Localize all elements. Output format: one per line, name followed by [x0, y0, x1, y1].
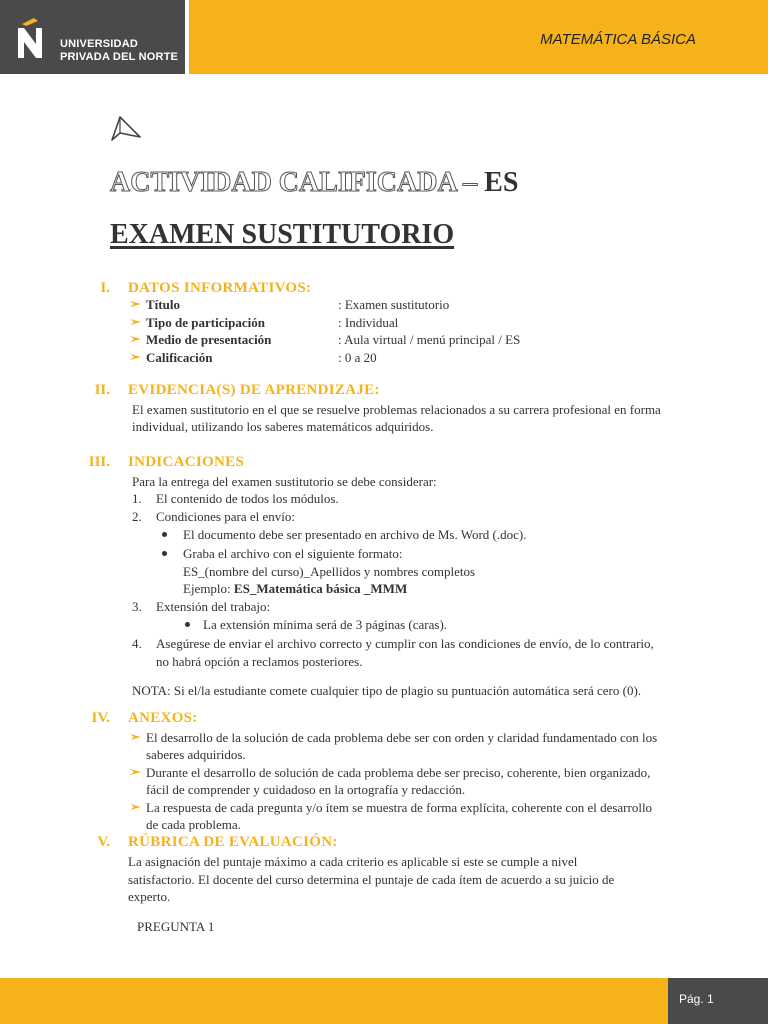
annex-1-line-2: saberes adquiridos. — [146, 747, 246, 762]
info-label-participation: Tipo de participación — [146, 315, 265, 330]
annex-1-line-1: El desarrollo de la solución de cada problema debe ser con orden y claridad fundamentado con los — [146, 730, 658, 745]
item-2-example — [183, 580, 407, 597]
info-label-title: Título — [146, 297, 180, 312]
evidence-line-1: El examen sustitutorio en el que se resuelve problemas relacionados a su carrera profesional en forma — [132, 402, 661, 417]
logo-line-2: PRIVADA DEL NORTE — [60, 51, 179, 63]
example-value: ES_Matemática básica _MMM — [233, 581, 408, 596]
section-5-title: RÚBRICA DE EVALUACIÓN: — [128, 834, 338, 850]
section-1-title: DATOS INFORMATIVOS: — [128, 280, 312, 296]
arrow-bullet-icon — [130, 299, 141, 309]
bullet-dot-icon — [162, 551, 167, 556]
bullet-dot-icon — [162, 532, 167, 537]
evidence-line-2: individual, utilizando los saberes matemáticos adquiridos. — [132, 419, 434, 434]
item-3-text: Extensión del trabajo: — [156, 599, 271, 614]
university-logo — [0, 0, 185, 74]
section-4-number: IV. — [91, 710, 110, 726]
item-2-bullet-1: El documento debe ser presentado en archivo de Ms. Word (.doc). — [183, 527, 527, 542]
arrow-bullet-icon — [130, 334, 141, 344]
item-4-line-1: Asegúrese de enviar el archivo correcto y cumplir con las condiciones de envío, de lo contrario, — [156, 636, 654, 651]
item-2-format: ES_(nombre del curso)_Apellidos y nombres completos — [183, 564, 476, 579]
rubric-line-2: satisfactorio. El docente del curso determina el puntaje de cada ítem de acuerdo a su juicio de — [128, 872, 615, 887]
annex-3-line-2: de cada problema. — [146, 817, 241, 832]
rubric-line-3: experto. — [128, 889, 171, 904]
upn-logo-icon — [14, 14, 54, 62]
section-3-number: III. — [88, 454, 110, 470]
arrow-bullet-icon — [130, 732, 141, 742]
example-label: Ejemplo: — [183, 581, 234, 596]
item-4-line-2: no habrá opción a reclamos posteriores. — [156, 654, 363, 669]
item-4-number: 4. — [132, 636, 142, 651]
rubric-line-1: La asignación del puntaje máximo a cada criterio es aplicable si este se cumple a nivel — [128, 854, 578, 869]
arrow-bullet-icon — [130, 317, 141, 327]
section-3-title: INDICACIONES — [128, 454, 245, 470]
arrow-icon — [110, 116, 142, 142]
exam-title: EXAMEN SUSTITUTORIO — [110, 219, 455, 250]
item-1-text: El contenido de todos los módulos. — [156, 491, 339, 506]
question-label: PREGUNTA 1 — [137, 919, 215, 934]
activity-title-outline: ACTIVIDAD CALIFICADA – — [110, 167, 478, 198]
info-label-grade: Calificación — [146, 350, 213, 365]
info-value-medium: : Aula virtual / menú principal / ES — [338, 332, 521, 347]
section-2-number: II. — [94, 382, 110, 398]
info-value-grade: : 0 a 20 — [338, 350, 377, 365]
section-2-title: EVIDENCIA(S) DE APRENDIZAJE: — [128, 382, 380, 398]
section-5-number: V. — [97, 834, 110, 850]
annex-3-line-1: La respuesta de cada pregunta y/o ítem se muestra de forma explícita, coherente con el desarrollo — [146, 800, 653, 815]
item-3-bullet-1: La extensión mínima será de 3 páginas (caras). — [203, 617, 448, 632]
annex-2-line-2: fácil de comprender y cuidadoso en la ortografía y redacción. — [146, 782, 466, 797]
arrow-bullet-icon — [130, 767, 141, 777]
course-title: MATEMÁTICA BÁSICA — [540, 31, 696, 48]
arrow-bullet-icon — [130, 802, 141, 812]
info-value-title: : Examen sustitutorio — [338, 297, 450, 312]
page-number: Pág. 1 — [679, 992, 714, 1006]
bullet-dot-icon — [185, 622, 190, 627]
arrow-bullet-icon — [130, 352, 141, 362]
item-2-number: 2. — [132, 509, 142, 524]
item-3-number: 3. — [132, 599, 142, 614]
activity-title — [110, 166, 518, 200]
footer-band — [0, 978, 672, 1024]
item-2-text: Condiciones para el envío: — [156, 509, 295, 524]
page-header — [0, 0, 768, 74]
activity-title-code: ES — [477, 167, 519, 198]
section-4-title: ANEXOS: — [128, 710, 198, 726]
annex-2-line-1: Durante el desarrollo de solución de cada problema debe ser preciso, coherente, bien organizado, — [146, 765, 651, 780]
section-1-number: I. — [100, 280, 110, 296]
item-1-number: 1. — [132, 491, 142, 506]
indications-intro: Para la entrega del examen sustitutorio se debe considerar: — [132, 474, 437, 489]
item-2-bullet-2: Graba el archivo con el siguiente formato: — [183, 546, 403, 561]
logo-line-1: UNIVERSIDAD — [60, 38, 138, 50]
info-value-participation: : Individual — [338, 315, 399, 330]
info-label-medium: Medio de presentación — [146, 332, 272, 347]
plagiarism-note: NOTA: Si el/la estudiante comete cualquier tipo de plagio su puntuación automática será cero (0). — [132, 683, 642, 698]
